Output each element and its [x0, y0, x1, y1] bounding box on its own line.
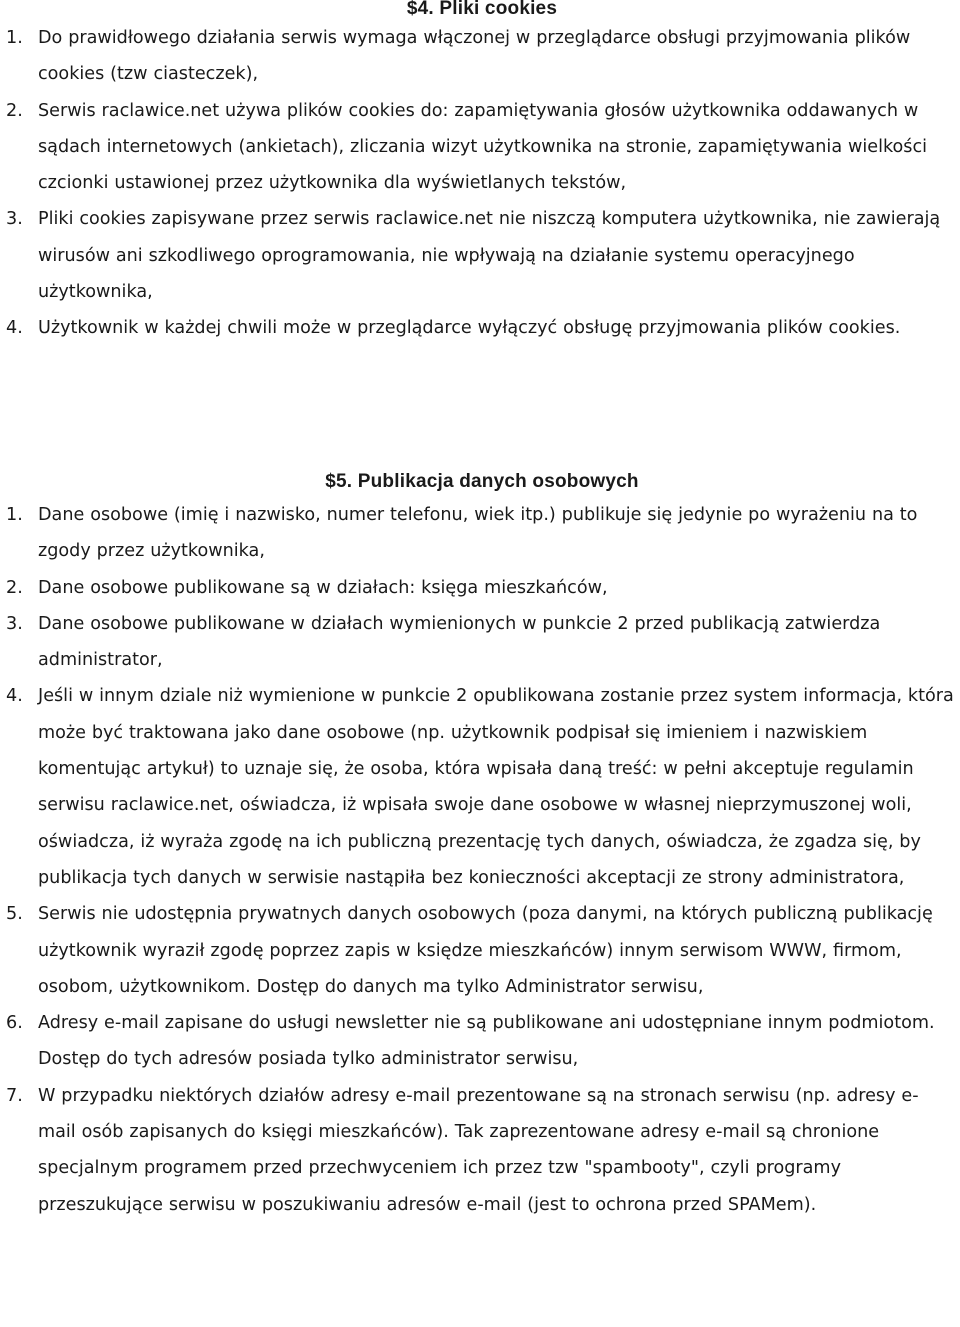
item-number: 3. [6, 613, 23, 634]
list-item [0, 896, 960, 1005]
item-text: Serwis raclawice.net używa plików cookies do: zapamiętywania głosów użytkownika oddawanych w sądach internetowych (ankietach), zliczania wizyt użytkownika na stronie, zapamiętywania wielkości czcionki ustawionej przez użytkownika dla wyświetlanych tekstów, [38, 100, 928, 194]
item-text: Dane osobowe publikowane w działach wymienionych w punkcie 2 przed publikacją zatwierdza administrator, [38, 613, 881, 671]
item-number: 4. [6, 318, 23, 339]
item-text: Jeśli w innym dziale niż wymienione w punkcie 2 opublikowana zostanie przez system informacja, która może być traktowana jako dane osobowe (np. użytkownik podpisał się imieniem i nazwiskiem komentując artykuł) to uznaje się, że osoba, która wpisała daną treść: w pełni akceptuje regulamin serwisu raclawice.net, oświadcza, iż wpisała swoje dane osobowe w własnej nieprzymuszonej woli, oświadcza, iż wyraża zgodę na ich publiczną prezentację tych danych, oświadcza, że zgadza się, by publikacja tych danych w serwisie nastąpiła bez konieczności akceptacji ze strony administratora, [38, 686, 954, 888]
list-item [0, 497, 960, 570]
item-text: Serwis nie udostępnia prywatnych danych osobowych (poza danymi, na których publiczną publikację użytkownik wyraził zgodę poprzez zapis w księdze mieszkańców) innym serwisom WWW, firmom, osobom, użytkownikom. Dostęp do danych ma tylko Administrator serwisu, [38, 904, 933, 997]
item-text: Dane osobowe publikowane są w działach: księga mieszkańców, [38, 577, 608, 598]
list-item [0, 93, 960, 202]
item-number: 4. [6, 686, 23, 707]
item-number: 6. [6, 1013, 23, 1034]
list-item [0, 570, 960, 606]
list-item [0, 606, 960, 679]
list-item [0, 1005, 960, 1078]
item-text: Użytkownik w każdej chwili może w przeglądarce wyłączyć obsługę przyjmowania plików cookies. [38, 318, 901, 339]
item-number: 5. [6, 904, 23, 925]
list-item [0, 201, 960, 310]
item-number: 2. [6, 577, 23, 598]
cookies-list [0, 20, 960, 347]
item-number: 1. [6, 28, 23, 48]
item-number: 2. [6, 100, 23, 121]
section-title-cookies: $4. Pliki cookies [406, 0, 558, 19]
item-number: 7. [6, 1085, 23, 1106]
item-text: W przypadku niektórych działów adresy e-mail prezentowane są na stronach serwisu (np. adresy e-mail osób zapisanych do księgi mieszkańców). Tak zaprezentowane adresy e-mail są chronione specjalnym programem przed przechwyceniem ich przez tzw "spambooty", czyli programy przeszukujące serwisu w poszukiwaniu adresów e-mail (jest to ochrona przed SPAMem). [38, 1085, 919, 1215]
section-title-personal-data: $5. Publikacja danych osobowych [325, 471, 639, 492]
item-text: Do prawidłowego działania serwis wymaga włączonej w przeglądarce obsługi przyjmowania plików cookies (tzw ciasteczek), [38, 28, 911, 85]
item-number: 3. [6, 209, 23, 230]
list-item [0, 1078, 960, 1223]
section-personal-data [0, 467, 960, 1223]
item-text: Pliki cookies zapisywane przez serwis raclawice.net nie niszczą komputera użytkownika, nie zawierają wirusów ani szkodliwego oprogramowania, nie wpływają na działanie systemu operacyjnego użytkownika, [38, 209, 941, 303]
list-item [0, 678, 960, 896]
list-item [0, 20, 960, 93]
list-item [0, 310, 960, 346]
item-text: Adresy e-mail zapisane do usługi newsletter nie są publikowane ani udostępniane innym podmiotom. Dostęp do tych adresów posiada tylko administrator serwisu, [38, 1013, 935, 1070]
personal-data-list [0, 497, 960, 1223]
item-text: Dane osobowe (imię i nazwisko, numer telefonu, wiek itp.) publikuje się jedynie po wyrażeniu na to zgody przez użytkownika, [38, 505, 918, 562]
item-number: 1. [6, 505, 23, 525]
section-cookies [0, 0, 960, 347]
